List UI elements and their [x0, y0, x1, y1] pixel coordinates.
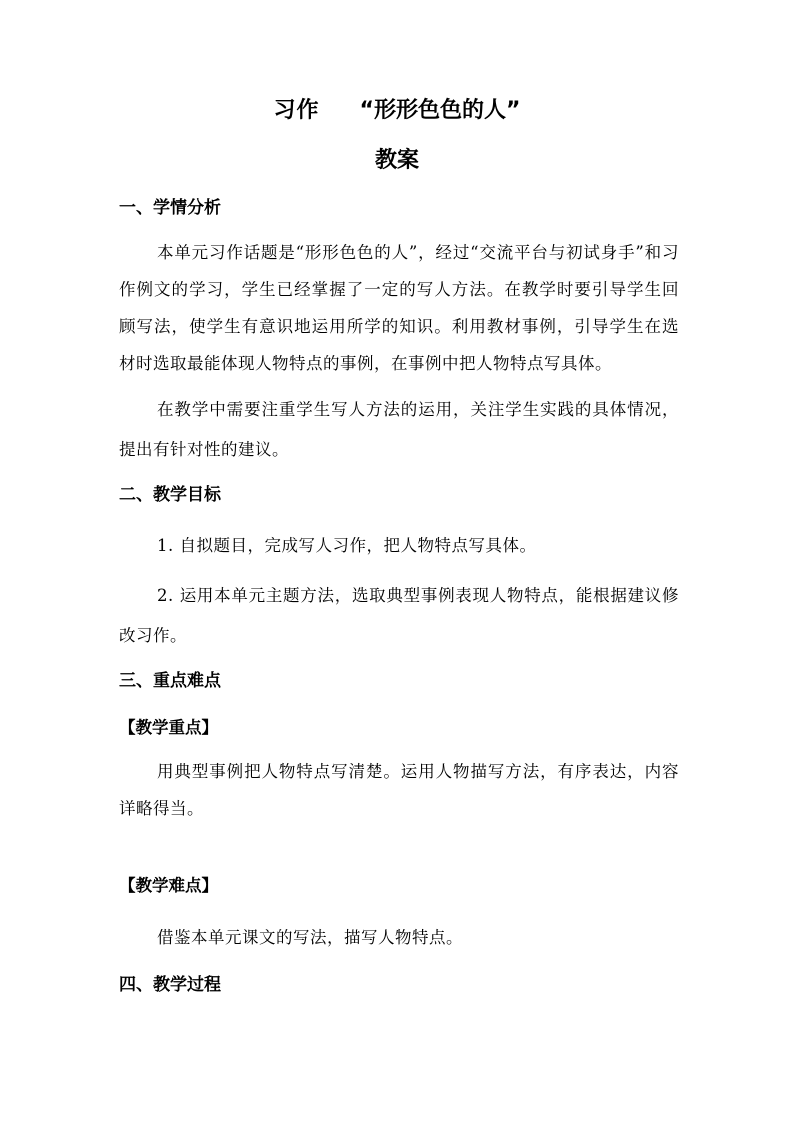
section-heading-key-points: 三、重点难点 [119, 671, 221, 691]
document-subtitle: 教案 [374, 148, 419, 173]
difficulty-text: 借鉴本单元课文的写法，描写人物特点。 [157, 928, 463, 947]
title-part-2: “形形色色的人” [359, 98, 521, 123]
objective-item-1: 1. 自拟题目，完成写人习作，把人物特点写具体。 [157, 536, 537, 555]
document-title [0, 96, 794, 126]
paragraph-analysis-1: 本单元习作话题是“形形色色的人”，经过“交流平台与初试身手”和习作例文的学习，学生已经掌握了一定的写人方法。在教学时要引导学生回顾写法，使学生有意识地运用所学的知识。利用教材事例，引导学生在选材时选取最能体现人物特点的事例，在事例中把人物特点写具体。 [119, 243, 679, 373]
title-part-1: 习作 [273, 98, 320, 123]
paragraph-analysis-2: 在教学中需要注重学生写人方法的运用，关注学生实践的具体情况，提出有针对性的建议。 [119, 400, 679, 459]
section-heading-objectives: 二、教学目标 [119, 485, 221, 505]
key-point-label: 【教学重点】 [119, 718, 218, 737]
section-heading-analysis: 一、学情分析 [119, 198, 221, 218]
section-heading-process: 四、教学过程 [119, 975, 221, 995]
difficulty-label: 【教学难点】 [119, 876, 218, 895]
key-point-text: 用典型事例把人物特点写清楚。运用人物描写方法，有序表达，内容详略得当。 [119, 762, 679, 818]
objective-item-2: 2. 运用本单元主题方法，选取典型事例表现人物特点，能根据建议修改习作。 [119, 586, 679, 645]
